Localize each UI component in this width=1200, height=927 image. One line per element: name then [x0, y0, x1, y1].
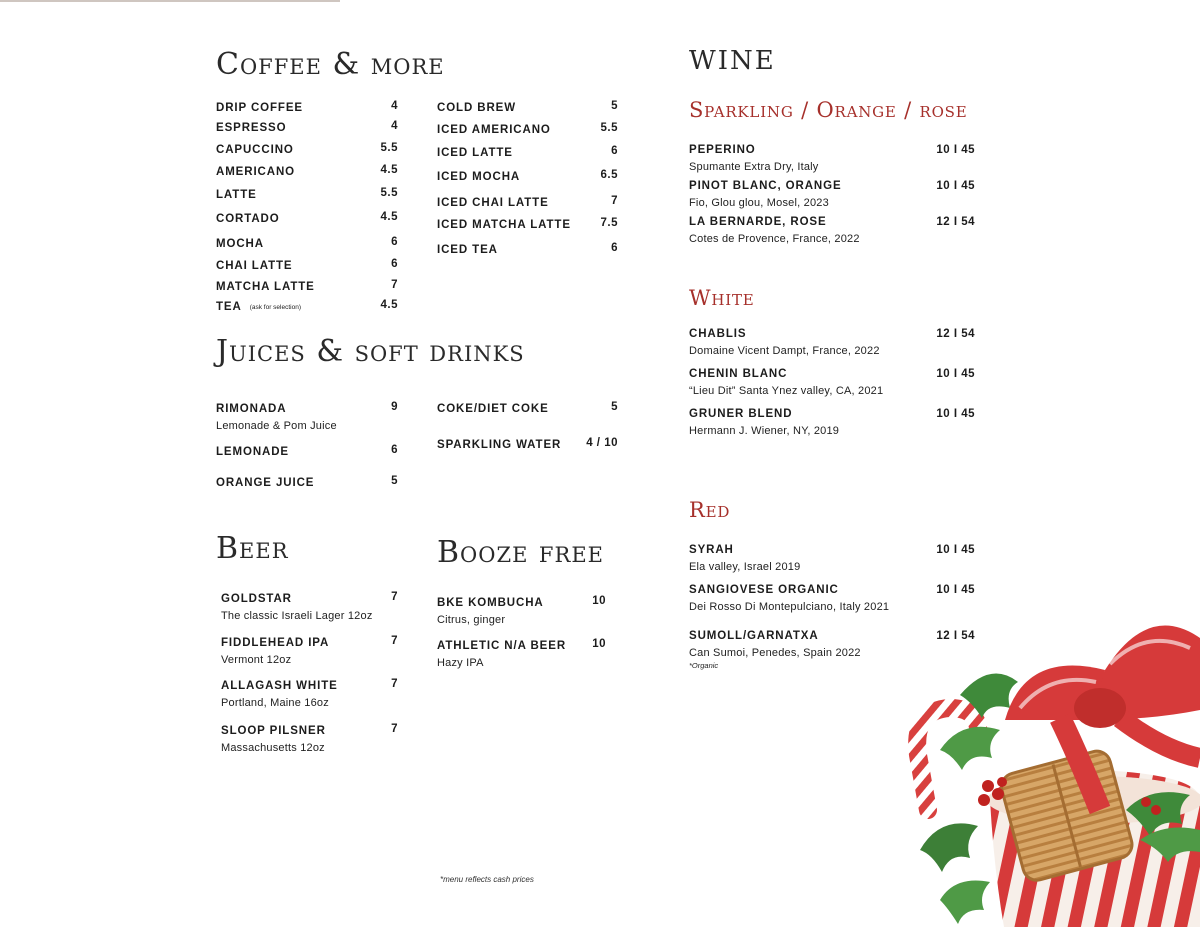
item-name: COKE/DIET COKE: [437, 403, 549, 415]
item-name: CORTADO: [216, 213, 280, 225]
item-name: BKE KOMBUCHA: [437, 597, 544, 609]
sparkling-subheading: Sparkling / Orange / rose: [689, 98, 968, 122]
item-price: 5: [611, 100, 618, 112]
item-name: AMERICANO: [216, 166, 296, 178]
item-name: SUMOLL/GARNATXA: [689, 630, 819, 642]
coffee-heading: Coffee & more: [216, 47, 445, 82]
item-name: CHAI LATTE: [216, 260, 293, 272]
christmas-gift-cup-icon: [900, 590, 1200, 927]
item-price: 4.5: [380, 299, 398, 311]
item-price: 10 I 45: [936, 180, 975, 192]
item-name: ICED LATTE: [437, 147, 513, 159]
item-description: Fio, Glou glou, Mosel, 2023: [689, 197, 829, 209]
item-name: SANGIOVESE ORGANIC: [689, 584, 839, 596]
item-name: RIMONADA: [216, 403, 287, 415]
item-name: CHENIN BLANC: [689, 368, 788, 380]
item-price: 4.5: [380, 211, 398, 223]
item-description: Lemonade & Pom Juice: [216, 420, 337, 432]
item-price: 9: [391, 401, 398, 413]
item-description: Domaine Vicent Dampt, France, 2022: [689, 345, 880, 357]
item-name: CHABLIS: [689, 328, 747, 340]
item-name: ALLAGASH WHITE: [221, 680, 338, 692]
item-description: Cotes de Provence, France, 2022: [689, 233, 860, 245]
item-name: GOLDSTAR: [221, 593, 292, 605]
item-price: 10 I 45: [936, 544, 975, 556]
item-name: SPARKLING WATER: [437, 439, 562, 451]
white-subheading: White: [689, 286, 755, 310]
item-price: 6: [391, 258, 398, 270]
item-price: 5: [391, 475, 398, 487]
booze-free-heading: Booze free: [437, 535, 604, 570]
item-name: SLOOP PILSNER: [221, 725, 326, 737]
item-price: 10 I 45: [936, 368, 975, 380]
item-name: LATTE: [216, 189, 257, 201]
item-price: 6: [611, 242, 618, 254]
item-price: 10 I 45: [936, 408, 975, 420]
item-price: 7: [391, 279, 398, 291]
item-price: 6: [391, 444, 398, 456]
item-name: MATCHA LATTE: [216, 281, 315, 293]
item-name: LA BERNARDE, ROSE: [689, 216, 827, 228]
item-price: 10: [592, 595, 606, 607]
item-price: 10 I 45: [936, 144, 975, 156]
item-name: ESPRESSO: [216, 122, 287, 134]
item-name: PINOT BLANC, ORANGE: [689, 180, 842, 192]
item-name: [216, 300, 301, 315]
red-subheading: Red: [689, 498, 731, 522]
item-name: ICED AMERICANO: [437, 124, 551, 136]
item-price: 7: [391, 678, 398, 690]
item-description: Citrus, ginger: [437, 614, 506, 626]
item-price: 10 I 45: [936, 584, 975, 596]
item-description: Massachusetts 12oz: [221, 742, 325, 754]
item-price: 12 I 54: [936, 630, 975, 642]
item-name: MOCHA: [216, 238, 264, 250]
item-name: GRUNER BLEND: [689, 408, 793, 420]
item-name: ORANGE JUICE: [216, 477, 315, 489]
item-description: Dei Rosso Di Montepulciano, Italy 2021: [689, 601, 890, 613]
item-description: Vermont 12oz: [221, 654, 292, 666]
item-name: PEPERINO: [689, 144, 756, 156]
item-price: 7: [391, 591, 398, 603]
item-price: 4: [391, 100, 398, 112]
item-description: Hermann J. Wiener, NY, 2019: [689, 425, 840, 437]
item-description: Spumante Extra Dry, Italy: [689, 161, 819, 173]
juices-heading: Juices & soft drinks: [216, 334, 525, 369]
item-name: LEMONADE: [216, 446, 290, 458]
item-price: 6: [391, 236, 398, 248]
cash-price-note: *menu reflects cash prices: [440, 875, 534, 884]
organic-note: *Organic: [689, 661, 719, 670]
item-price: 5.5: [600, 122, 618, 134]
item-price: 12 I 54: [936, 328, 975, 340]
item-description: “Lieu Dit” Santa Ynez valley, CA, 2021: [689, 385, 884, 397]
item-price: 7: [611, 195, 618, 207]
item-price: 7.5: [600, 217, 618, 229]
item-description: Portland, Maine 16oz: [221, 697, 329, 709]
top-edge-line: [0, 0, 340, 2]
item-description: Ela valley, Israel 2019: [689, 561, 801, 573]
beer-heading: Beer: [216, 531, 289, 566]
item-note: (ask for selection): [249, 304, 301, 311]
item-description: The classic Israeli Lager 12oz: [221, 610, 373, 622]
item-name: ICED MOCHA: [437, 171, 521, 183]
item-price: 5.5: [380, 142, 398, 154]
item-name: COLD BREW: [437, 102, 517, 114]
item-name: DRIP COFFEE: [216, 102, 304, 114]
item-description: Hazy IPA: [437, 657, 484, 669]
item-description: Can Sumoi, Penedes, Spain 2022: [689, 647, 861, 659]
item-price: 6: [611, 145, 618, 157]
item-name: ATHLETIC N/A BEER: [437, 640, 567, 652]
item-name: ICED CHAI LATTE: [437, 197, 549, 209]
item-price: 12 I 54: [936, 216, 975, 228]
item-name: SYRAH: [689, 544, 734, 556]
item-name: FIDDLEHEAD IPA: [221, 637, 330, 649]
item-price: 4 / 10: [586, 437, 618, 449]
item-price: 7: [391, 723, 398, 735]
item-price: 7: [391, 635, 398, 647]
item-name: CAPUCCINO: [216, 144, 294, 156]
item-name: ICED MATCHA LATTE: [437, 219, 571, 231]
item-price: 4.5: [380, 164, 398, 176]
item-price: 6.5: [600, 169, 618, 181]
item-name-text: TEA: [216, 301, 242, 313]
item-price: 5: [611, 401, 618, 413]
item-price: 4: [391, 120, 398, 132]
wine-heading: WINE: [689, 46, 776, 76]
item-price: 5.5: [380, 187, 398, 199]
item-name: ICED TEA: [437, 244, 498, 256]
item-price: 10: [592, 638, 606, 650]
